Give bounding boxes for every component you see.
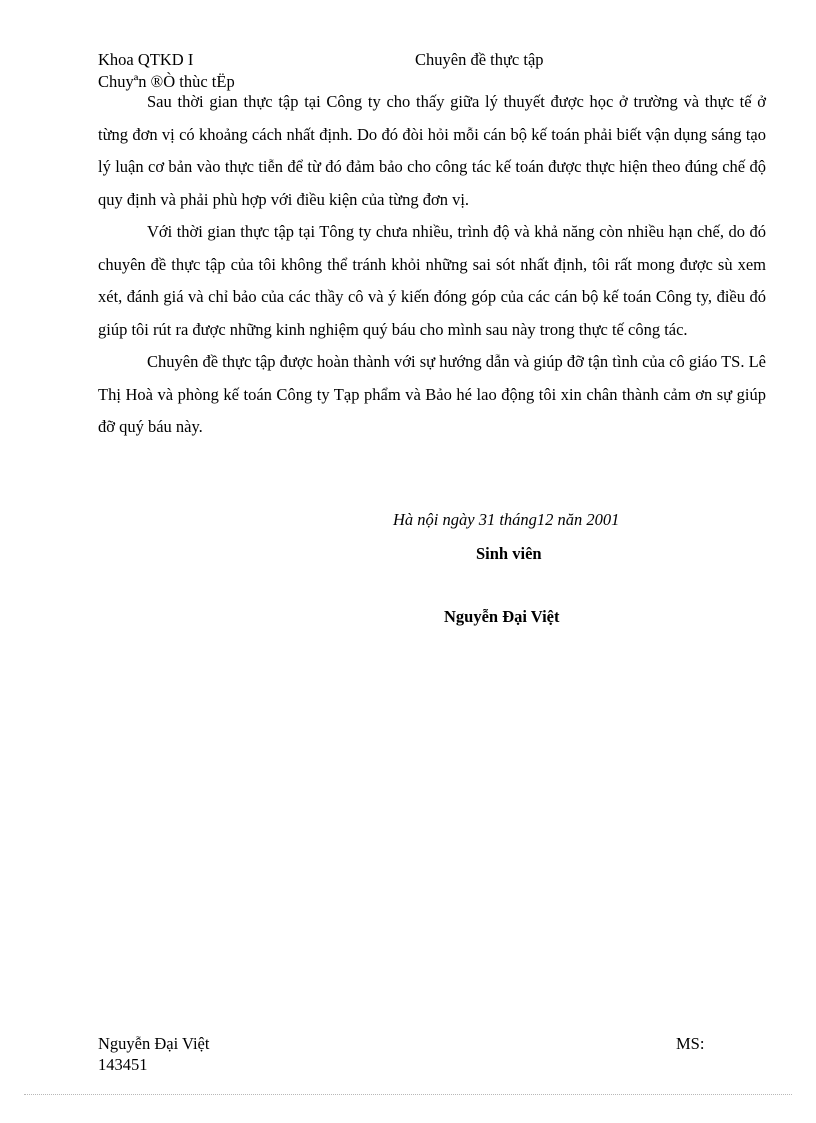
body-text [98, 86, 766, 444]
signature-name: Nguyễn Đại Việt [444, 607, 560, 626]
paragraph-3: Chuyên đề thực tập được hoàn thành với sự hướng dẫn và giúp đỡ tận tình của cô giáo TS. Lê Thị Hoà và phòng kế toán Công ty Tạp phẩm và Bảo hé lao động tôi xin chân thành cảm ơn sự giúp đỡ quý báu này. [98, 352, 766, 436]
header-title: Chuyên đề thực tập [415, 50, 544, 69]
footer-ms-value: 143451 [98, 1055, 148, 1074]
paragraph-1: Sau thời gian thực tập tại Công ty cho thấy giữa lý thuyết được học ở trường và thực tế ở từng đơn vị có khoảng cách nhất định. Do đó đòi hỏi mỗi cán bộ kế toán phải biết vận dụng sáng tạo lý luận cơ bản vào thực tiễn để từ đó đảm bảo cho công tác kế toán được thực hiện theo đúng chế độ quy định và phải phù hợp với điều kiện của từng đơn vị. [98, 92, 766, 209]
header-subtitle: Chuyªn ®Ò thùc tËp [98, 72, 235, 91]
footer-name: Nguyễn Đại Việt [98, 1034, 210, 1053]
page-bottom-divider [24, 1094, 792, 1095]
paragraph-2: Với thời gian thực tập tại Tông ty chưa nhiều, trình độ và khả năng còn nhiều hạn chế, do đó chuyên đề thực tập của tôi không thể tránh khỏi những sai sót nhất định, tôi rất mong được sù xem xét, đánh giá và chỉ bảo của các thầy cô và ý kiến đóng góp của các cán bộ kế toán Công ty, điều đó giúp tôi rút ra được những kinh nghiệm quý báu cho mình sau này trong thực tế công tác. [98, 222, 766, 339]
signature-role: Sinh viên [476, 544, 542, 563]
signature-date: Hà nội ngày 31 tháng12 năn 2001 [393, 510, 620, 529]
header-faculty: Khoa QTKD I [98, 50, 194, 69]
footer-ms-label: MS: [676, 1034, 705, 1053]
